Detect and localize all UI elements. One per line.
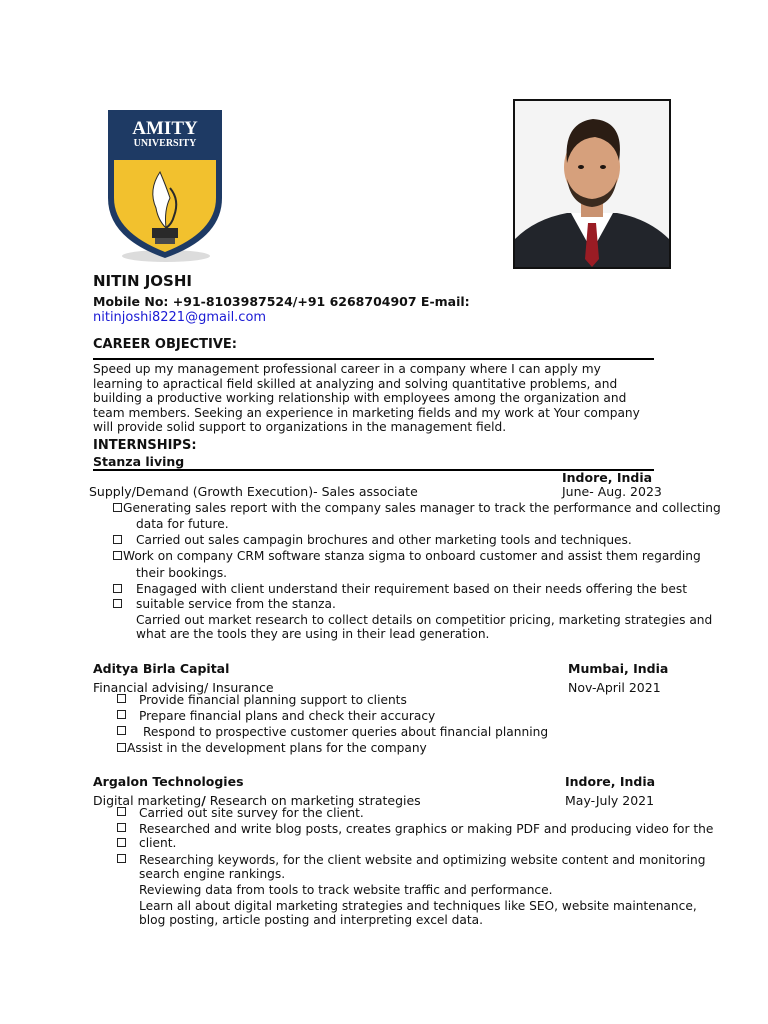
- bullet-text: search engine rankings.: [139, 867, 286, 881]
- job-role-slash: /: [201, 793, 206, 808]
- objective-line: will provide solid support to organizations in the management field.: [93, 420, 507, 434]
- section-divider: [93, 358, 654, 360]
- logo-text-university: UNIVERSITY: [133, 138, 197, 149]
- job-dates: June- Aug. 2023: [562, 484, 662, 499]
- email-link[interactable]: nitinjoshi8221@gmail.com: [93, 310, 267, 325]
- objective-line: building a productive working relationship with employees among the organization and: [93, 391, 627, 405]
- bullet-text: blog posting, article posting and interpreting excel data.: [139, 913, 483, 927]
- bullet-text: Researching keywords, for the client website and optimizing website content and monitoring: [139, 853, 706, 867]
- bullet-box-icon: [113, 535, 122, 544]
- bullet-box-icon: [117, 743, 126, 752]
- bullet-text: Generating sales report with the company sales manager to track the performance and collecting: [123, 501, 721, 515]
- bullet-box-icon: [117, 838, 126, 847]
- bullet-box-icon: [113, 599, 122, 608]
- bullet-text: Carried out market research to collect details on competitior pricing, marketing strategies and: [136, 613, 713, 627]
- job-dates: May-July 2021: [565, 793, 655, 808]
- bullet-text: what are the tools they are using in their lead generation.: [136, 627, 490, 641]
- bullet-text: Prepare financial plans and check their accuracy: [139, 709, 436, 723]
- career-objective-heading: CAREER OBJECTIVE:: [93, 337, 237, 352]
- bullet-box-icon: [117, 807, 126, 816]
- job-location: Mumbai, India: [568, 661, 669, 676]
- bullet-text: Carried out site survey for the client.: [139, 806, 364, 820]
- bullet-box-icon: [117, 854, 126, 863]
- company-name: Argalon Technologies: [93, 774, 244, 789]
- bullet-text: their bookings.: [136, 566, 228, 580]
- objective-line: Speed up my management professional career in a company where I can apply my: [93, 362, 601, 376]
- objective-line: team members. Seeking an experience in marketing fields and my work at Your company: [93, 405, 640, 420]
- company-name: Stanza living: [93, 454, 185, 469]
- bullet-text: Learn all about digital marketing strategies and techniques like SEO, website maintenance,: [139, 899, 697, 913]
- logo-text-amity: AMITY: [132, 118, 198, 139]
- amity-university-logo: [100, 100, 230, 265]
- job-location: Indore, India: [565, 774, 656, 789]
- job-dates: Nov-April 2021: [568, 680, 661, 695]
- bullet-box-icon: [117, 710, 126, 719]
- portrait-illustration: [515, 101, 669, 267]
- job-role: Financial advising/ Insurance: [93, 680, 274, 695]
- bullet-text: Provide financial planning support to clients: [139, 693, 407, 707]
- bullet-box-icon: [117, 726, 126, 735]
- objective-line: learning to apractical field skilled at analyzing and solving quantitative problems, and: [93, 376, 618, 391]
- bullet-box-icon: [113, 584, 122, 593]
- internships-heading: INTERNSHIPS:: [93, 438, 197, 453]
- bullet-text: Work on company CRM software stanza sigma to onboard customer and assist them regarding: [123, 549, 701, 563]
- job-role-main: Digital marketing: [93, 793, 202, 808]
- bullet-box-icon: [117, 823, 126, 832]
- bullet-text: Enagaged with client understand their requirement based on their needs offering the best: [136, 582, 687, 596]
- bullet-text: Reviewing data from tools to track website traffic and performance.: [139, 883, 553, 897]
- bullet-text: Assist in the development plans for the company: [127, 741, 427, 755]
- bullet-text: data for future.: [136, 517, 229, 531]
- bullet-text: Respond to prospective customer queries about financial planning: [143, 725, 549, 739]
- company-name: Aditya Birla Capital: [93, 661, 230, 676]
- candidate-name: NITIN JOSHI: [93, 272, 192, 290]
- contact-line: Mobile No: +91-8103987524/+91 6268704907 E-mail:: [93, 294, 470, 309]
- bullet-text: Carried out sales campagin brochures and other marketing tools and techniques.: [136, 533, 632, 547]
- profile-photo: [513, 99, 671, 269]
- job-role-rest: Research on marketing strategies: [205, 793, 421, 808]
- bullet-text: Researched and write blog posts, creates graphics or making PDF and producing video for the: [139, 822, 714, 836]
- bullet-box-icon: [113, 551, 122, 560]
- job-location: Indore, India: [562, 470, 653, 485]
- job-role: Supply/Demand (Growth Execution)- Sales associate: [89, 484, 418, 499]
- bullet-box-icon: [117, 694, 126, 703]
- bullet-box-icon: [113, 503, 122, 512]
- bullet-text: suitable service from the stanza.: [136, 597, 336, 611]
- bullet-text: client.: [139, 836, 177, 850]
